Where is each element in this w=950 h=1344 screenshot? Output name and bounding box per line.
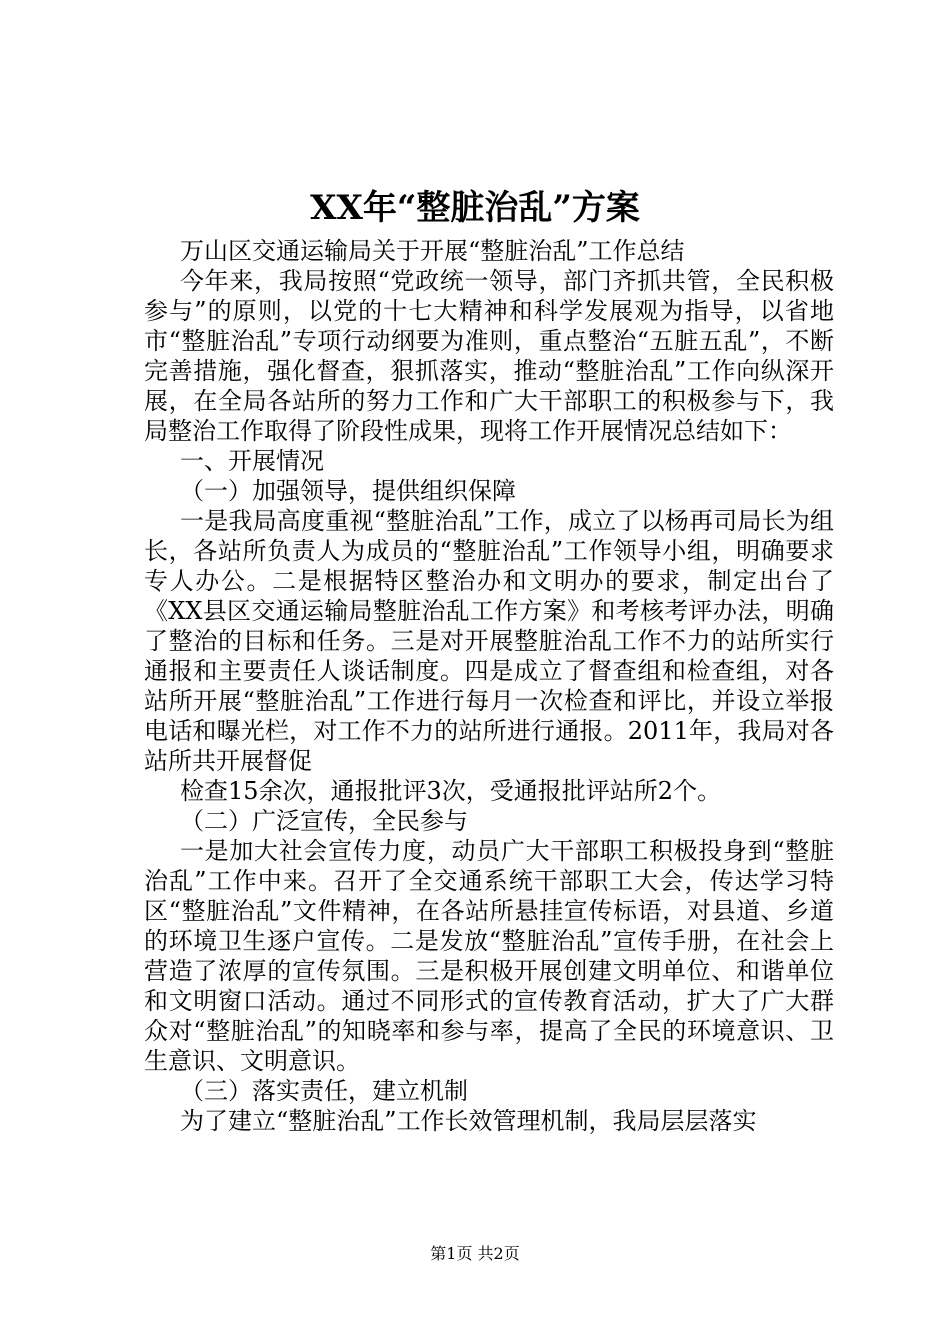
page-footer: 第1页 共2页	[430, 1244, 520, 1263]
section-heading-1: 一、开展情况	[180, 447, 324, 475]
paragraph-publicity: 一是加大社会宣传力度，动员广大干部职工积极投身到“整脏治乱”工作中来。召开了全交通系统干部职工大会，传达学习特区“整脏治乱”文件精神，在各站所悬挂宣传标语，对县道、乡道的环境卫生逐户宣传。二是发放“整脏治乱”宣传手册，在社会上营造了浓厚的宣传氛围。三是积极开展创建文明单位、和谐单位和文明窗口活动。通过不同形式的宣传教育活动，扩大了广大群众对“整脏治乱”的知晓率和参与率，提高了全民的环境意识、卫生意识、文明意识。	[144, 837, 834, 1075]
subsection-heading-2: （二）广泛宣传，全民参与	[180, 807, 468, 835]
paragraph-inspection: 检查15余次，通报批评3次，受通报批评站所2个。	[180, 777, 722, 805]
document-body	[144, 236, 834, 1136]
paragraph-leadership: 一是我局高度重视“整脏治乱”工作，成立了以杨再司局长为组长，各站所负责人为成员的“整脏治乱”工作领导小组，明确要求专人办公。二是根据特区整治办和文明办的要求，制定出台了《XX县区交通运输局整脏治乱工作方案》和考核考评办法，明确了整治的目标和任务。三是对开展整脏治乱工作不力的站所实行通报和主要责任人谈话制度。四是成立了督查组和检查组，对各站所开展“整脏治乱”工作进行每月一次检查和评比，并设立举报电话和曝光栏，对工作不力的站所进行通报。2011年，我局对各站所共开展督促	[144, 507, 834, 775]
paragraph-intro: 今年来，我局按照“党政统一领导，部门齐抓共管，全民积极参与”的原则，以党的十七大精神和科学发展观为指导，以省地市“整脏治乱”专项行动纲要为准则，重点整治“五脏五乱”，不断完善措施，强化督查，狠抓落实，推动“整脏治乱”工作向纵深开展，在全局各站所的努力工作和广大干部职工的积极参与下，我局整治工作取得了阶段性成果，现将工作开展情况总结如下：	[144, 267, 834, 445]
paragraph-subtitle: 万山区交通运输局关于开展“整脏治乱”工作总结	[180, 237, 685, 265]
paragraph-mechanism: 为了建立“整脏治乱”工作长效管理机制，我局层层落实	[180, 1107, 757, 1135]
document-title: XX年“整脏治乱”方案	[310, 188, 640, 228]
subsection-heading-3: （三）落实责任，建立机制	[180, 1077, 468, 1105]
subsection-heading-1: （一）加强领导，提供组织保障	[180, 477, 516, 505]
